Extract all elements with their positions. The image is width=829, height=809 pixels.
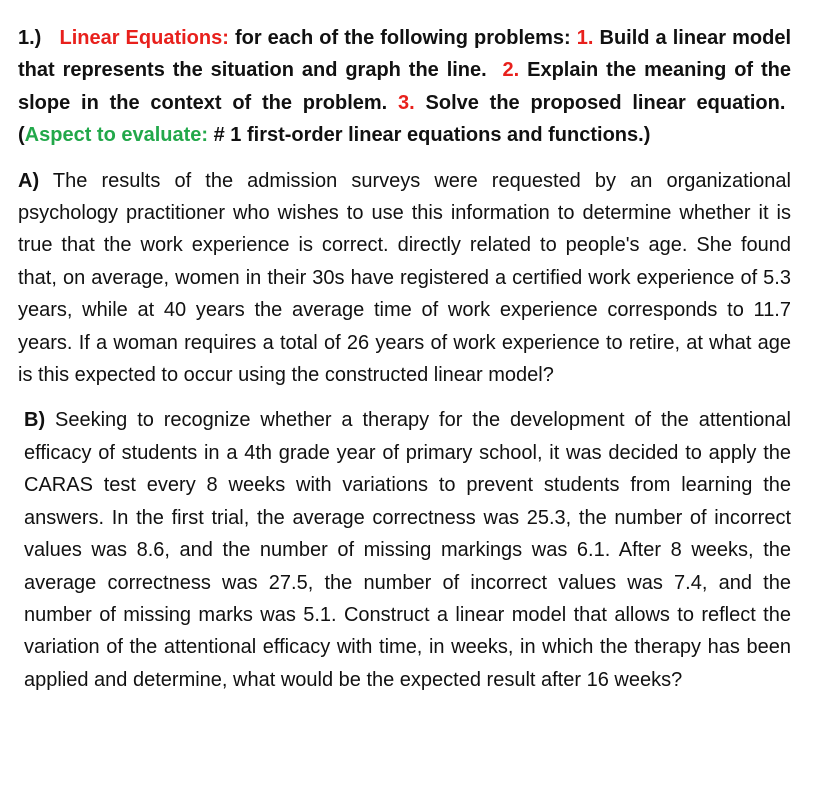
step-1-number: 1. [576,27,594,49]
problem-a-text: The results of the admission surveys were requested by an organizational psychology practitioner who wishes to use this information to determine whether it is true that the work experience is correct. directly related to people's age. She found that, on average, women in their 30s have registered a certified work experience of 5.3 years, while at 40 years the average time of work experience corresponds to 11.7 years. If a woman requires a total of 26 years of work experience to retire, at what age is this expected to occur using the constructed linear model? [18,169,791,387]
instructions-header [18,22,791,152]
problem-b-text: Seeking to recognize whether a therapy for the development of the attentional efficacy of students in a 4th grade year of primary school, it was decided to apply the CARAS test every 8 weeks with variations to prevent students from learning the answers. In the first trial, the average correctness was 25.3, the number of incorrect values was 8.6, and the number of missing markings was 6.1. After 8 weeks, the average correctness was 27.5, the number of incorrect values was 7.4, and the number of missing marks was 5.1. Construct a linear model that allows to reflect the variation of the attentional efficacy with time, in weeks, in which the therapy has been applied and determine, what would be the expected result after 16 weeks? [24,409,791,691]
step-3-text: Solve the proposed linear equation. [425,91,786,114]
problem-number: 1.) [18,27,42,49]
problem-b [18,404,791,696]
aspect-text: # 1 first-order linear equations and functions.) [213,124,651,147]
step-3-number: 3. [398,91,415,114]
problem-b-label: B) [24,409,46,432]
problem-a-label: A) [18,169,40,192]
step-2-number: 2. [502,59,520,82]
problem-a [18,165,791,392]
step-2-text: Explain the meaning of the slope in the context of the problem. [18,59,791,114]
topic-title: Linear Equations: [59,27,229,49]
aspect-label: Aspect to evaluate: [24,124,209,147]
aspect-open-paren: ( [18,124,25,147]
intro-text: for each of the following problems: [234,27,571,49]
step-1-text: Build a linear model that represents the situation and graph the line. [18,27,792,82]
